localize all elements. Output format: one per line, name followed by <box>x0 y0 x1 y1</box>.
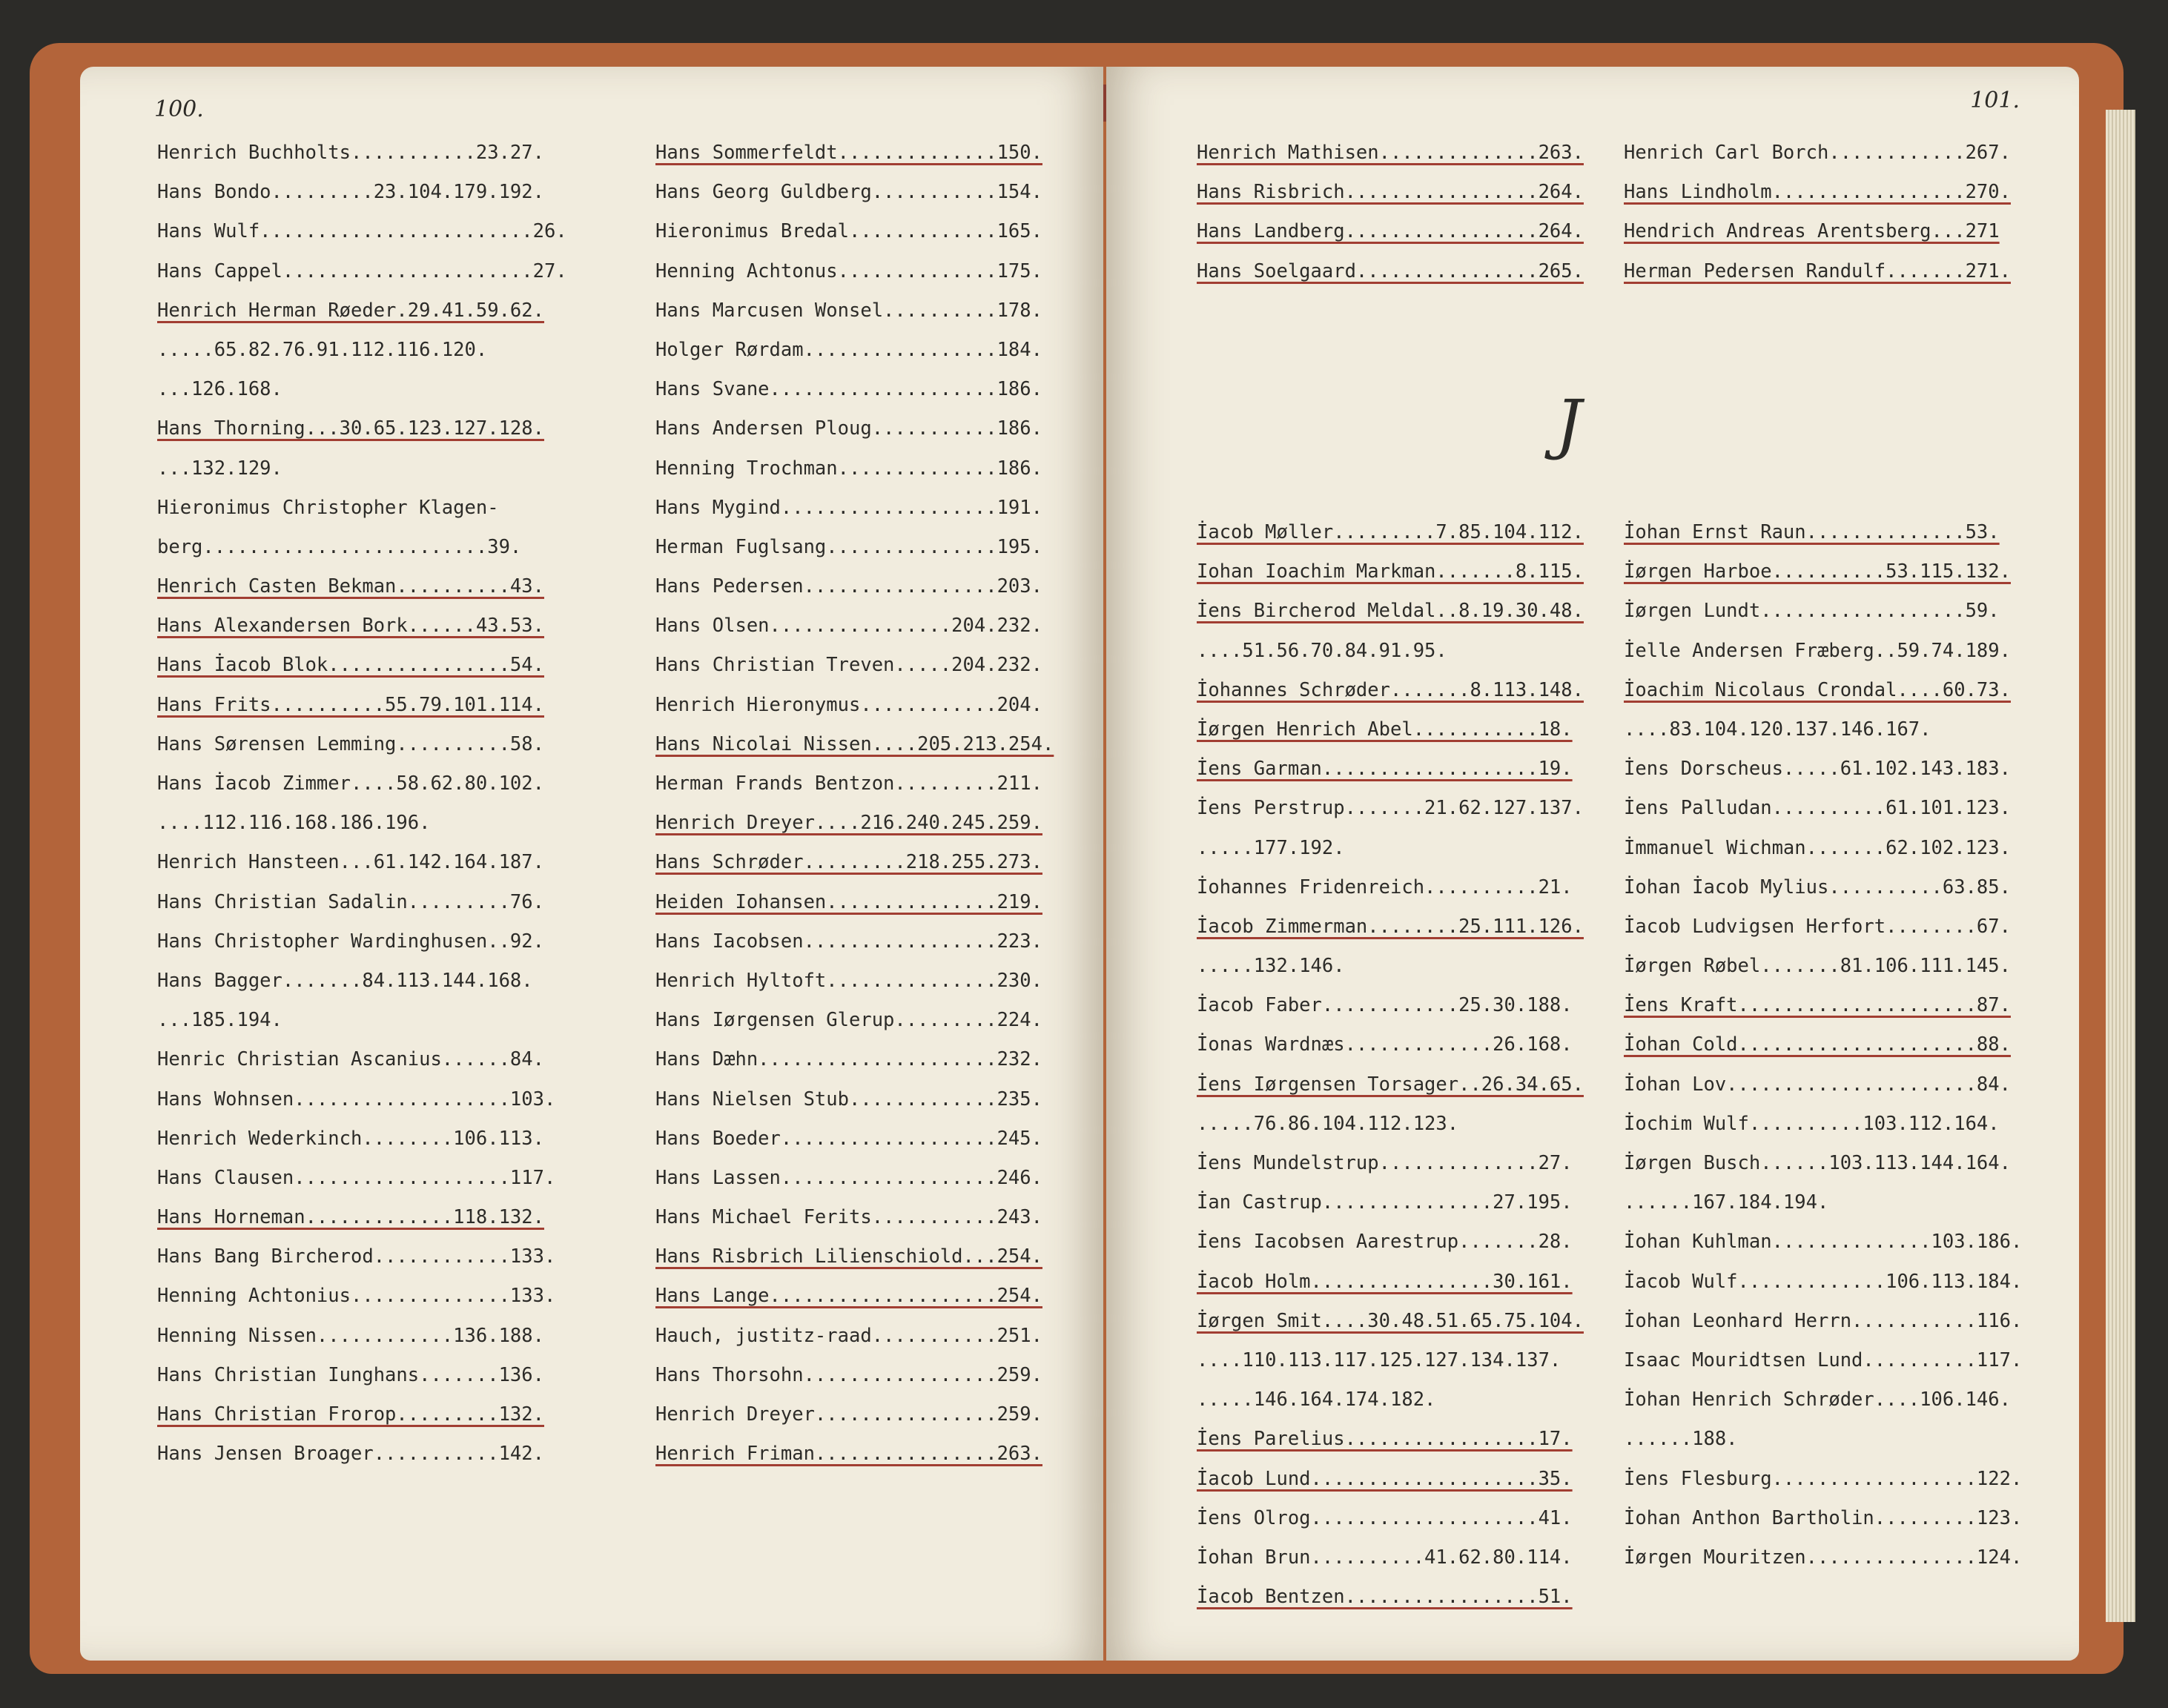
index-entry: Hans Sommerfeldt..............150. <box>655 142 1042 164</box>
index-entry: Hans Nicolai Nissen....205.213.254. <box>655 732 1054 755</box>
index-entry: Henning Trochman..............186. <box>655 457 1042 480</box>
index-entry: İohan Anthon Bartholin.........123. <box>1624 1506 2023 1529</box>
index-entry: Hans Wohnsen...................103. <box>157 1088 556 1110</box>
index-entry: ...185.194. <box>157 1009 282 1032</box>
index-entry: İochim Wulf..........103.112.164. <box>1624 1112 2000 1135</box>
index-entry: Henrich Dreyer................259. <box>655 1403 1042 1426</box>
index-entry: Holger Rørdam.................184. <box>655 338 1042 361</box>
index-entry: Hans Thorsohn.................259. <box>655 1363 1042 1386</box>
index-entry: İohannes Schrøder.......8.113.148. <box>1197 678 1584 701</box>
index-entry: Hans Thorning...30.65.123.127.128. <box>157 417 544 440</box>
index-entry: .....146.164.174.182. <box>1197 1388 1436 1411</box>
index-column-3-top <box>1197 133 1612 291</box>
index-entry: Hans Clausen...................117. <box>157 1166 556 1189</box>
index-entry: İens Mundelstrup..............27. <box>1197 1152 1573 1174</box>
index-entry: Hans Dæhn.....................232. <box>655 1048 1042 1071</box>
index-entry: İohannes Fridenreich..........21. <box>1197 875 1573 898</box>
index-entry: Hans Michael Ferits...........243. <box>655 1206 1042 1229</box>
index-entry: berg.........................39. <box>157 535 522 558</box>
index-entry: ...132.129. <box>157 457 282 480</box>
index-entry: İørgen Harboe..........53.115.132. <box>1624 560 2011 583</box>
index-entry: ....112.116.168.186.196. <box>157 812 431 835</box>
index-entry: Hans İacob Zimmer....58.62.80.102. <box>157 772 544 795</box>
index-entry: İonas Wardnæs.............26.168. <box>1197 1033 1573 1056</box>
index-entry: Henrich Buchholts...........23.27. <box>157 142 544 164</box>
index-column-4 <box>1624 513 2054 1578</box>
index-entry: İørgen Røbel.......81.106.111.145. <box>1624 955 2011 978</box>
index-entry: ....110.113.117.125.127.134.137. <box>1197 1348 1561 1371</box>
index-entry: İohan İacob Mylius..........63.85. <box>1624 875 2011 898</box>
index-entry: İens Olrog....................41. <box>1197 1506 1573 1529</box>
index-entry: .....177.192. <box>1197 836 1345 859</box>
index-entry: Hans Christopher Wardinghusen..92. <box>157 930 544 953</box>
index-entry: Henning Nissen............136.188. <box>157 1324 544 1347</box>
index-entry: İoachim Nicolaus Crondal....60.73. <box>1624 678 2011 701</box>
index-entry: Hans Lassen...................246. <box>655 1166 1042 1189</box>
index-entry: İens Perstrup.......21.62.127.137. <box>1197 797 1584 820</box>
index-entry: İacob Ludvigsen Herfort........67. <box>1624 915 2011 938</box>
index-entry: Hans Lange....................254. <box>655 1285 1042 1308</box>
index-entry: Henning Achtonus..............175. <box>655 259 1042 282</box>
index-entry: İørgen Lundt..................59. <box>1624 600 2000 623</box>
index-entry: İens Garman...................19. <box>1197 758 1573 781</box>
index-entry: Henrich Casten Bekman..........43. <box>157 575 544 598</box>
index-entry: İacob Lund....................35. <box>1197 1467 1573 1490</box>
index-entry: .....76.86.104.112.123. <box>1197 1112 1459 1135</box>
index-entry: İens Flesburg..................122. <box>1624 1467 2023 1490</box>
index-entry: Henrich Mathisen..............263. <box>1197 142 1584 164</box>
index-entry: İacob Wulf.............106.113.184. <box>1624 1270 2023 1293</box>
index-entry: İørgen Henrich Abel...........18. <box>1197 718 1573 741</box>
index-entry: İmmanuel Wichman.......62.102.123. <box>1624 836 2011 859</box>
index-entry: Hans Pedersen.................203. <box>655 575 1042 598</box>
index-entry: Hans Frits..........55.79.101.114. <box>157 693 544 716</box>
index-entry: .....132.146. <box>1197 955 1345 978</box>
index-entry: Hans Wulf........................26. <box>157 220 567 243</box>
index-entry: Heiden Iohansen...............219. <box>655 890 1042 913</box>
index-entry: ....83.104.120.137.146.167. <box>1624 718 1931 741</box>
index-column-3 <box>1197 513 1612 1617</box>
index-entry: İohan Brun..........41.62.80.114. <box>1197 1546 1573 1569</box>
index-entry: İohan Ernst Raun..............53. <box>1624 521 2000 543</box>
index-entry: İens Dorscheus.....61.102.143.183. <box>1624 758 2011 781</box>
page-number-left: 100. <box>154 96 204 122</box>
index-entry: Hans Horneman.............118.132. <box>157 1206 544 1229</box>
index-entry: Henric Christian Ascanius......84. <box>157 1048 544 1071</box>
index-entry: İacob Faber............25.30.188. <box>1197 994 1573 1017</box>
index-entry: Hans Iacobsen.................223. <box>655 930 1042 953</box>
index-entry: Isaac Mouridtsen Lund..........117. <box>1624 1348 2023 1371</box>
index-entry: İacob Zimmerman........25.111.126. <box>1197 915 1584 938</box>
index-entry: Hans Svane....................186. <box>655 378 1042 401</box>
index-entry: İens Iacobsen Aarestrup.......28. <box>1197 1231 1573 1254</box>
index-entry: Henrich Herman Røeder.29.41.59.62. <box>157 299 544 322</box>
index-entry: Hans Jensen Broager...........142. <box>157 1443 544 1466</box>
index-entry: Herman Frands Bentzon.........211. <box>655 772 1042 795</box>
index-entry: İørgen Smit....30.48.51.65.75.104. <box>1197 1309 1584 1332</box>
index-entry: Hans Bang Bircherod............133. <box>157 1245 556 1268</box>
index-entry: Henrich Hieronymus............204. <box>655 693 1042 716</box>
index-entry: Hans Landberg.................264. <box>1197 220 1584 243</box>
index-entry: İens Parelius.................17. <box>1197 1428 1573 1451</box>
index-entry: ...126.168. <box>157 378 282 401</box>
index-entry: Hans Andersen Ploug...........186. <box>655 417 1042 440</box>
index-entry: Hans Lindholm.................270. <box>1624 181 2011 204</box>
page-edges-right <box>2106 110 2135 1622</box>
index-column-2 <box>655 133 1071 1474</box>
index-entry: Hans Schrøder.........218.255.273. <box>655 851 1042 874</box>
index-entry: Henrich Hansteen...61.142.164.187. <box>157 851 544 874</box>
index-entry: Hans Olsen................204.232. <box>655 615 1042 638</box>
index-entry: Hans Boeder...................245. <box>655 1127 1042 1150</box>
index-column-1 <box>157 133 639 1474</box>
index-entry: İohan Lov......................84. <box>1624 1073 2011 1096</box>
index-entry: Hans Nielsen Stub.............235. <box>655 1088 1042 1110</box>
page-number-right: 101. <box>1970 87 2020 113</box>
section-letter: J <box>1556 385 1582 462</box>
index-entry: Hans Christian Frorop.........132. <box>157 1403 544 1426</box>
index-entry: Henrich Dreyer....216.240.245.259. <box>655 812 1042 835</box>
index-entry: Hans Alexandersen Bork......43.53. <box>157 615 544 638</box>
index-entry: İacob Bentzen.................51. <box>1197 1586 1573 1609</box>
index-entry: İohan Henrich Schrøder....106.146. <box>1624 1388 2011 1411</box>
index-entry: İacob Holm................30.161. <box>1197 1270 1573 1293</box>
index-entry: İørgen Busch......103.113.144.164. <box>1624 1152 2011 1174</box>
index-entry: İohan Kuhlman..............103.186. <box>1624 1231 2023 1254</box>
index-entry: Henrich Hyltoft...............230. <box>655 969 1042 992</box>
index-entry: Hans Marcusen Wonsel..........178. <box>655 299 1042 322</box>
index-entry: ....51.56.70.84.91.95. <box>1197 639 1447 662</box>
index-entry: Herman Pedersen Randulf.......271. <box>1624 259 2011 282</box>
index-entry: İens Palludan..........61.101.123. <box>1624 797 2011 820</box>
index-entry: İohan Leonhard Herrn...........116. <box>1624 1309 2023 1332</box>
index-entry: İelle Andersen Fræberg..59.74.189. <box>1624 639 2011 662</box>
index-entry: Hieronimus Christopher Klagen- <box>157 496 499 519</box>
index-entry: Hans Christian Iunghans.......136. <box>157 1363 544 1386</box>
index-entry: Henning Achtonius..............133. <box>157 1285 556 1308</box>
index-entry: Hans Bagger.......84.113.144.168. <box>157 969 533 992</box>
index-entry: Hans Bondo.........23.104.179.192. <box>157 181 544 204</box>
index-entry: Hans Georg Guldberg...........154. <box>655 181 1042 204</box>
index-entry: Hans Sørensen Lemming..........58. <box>157 732 544 755</box>
index-entry: Hans Cappel......................27. <box>157 259 567 282</box>
index-entry: Hans Soelgaard................265. <box>1197 259 1584 282</box>
index-entry: Iohan Ioachim Markman.......8.115. <box>1197 560 1584 583</box>
index-entry: Hieronimus Bredal.............165. <box>655 220 1042 243</box>
index-entry: Hans Mygind...................191. <box>655 496 1042 519</box>
index-entry: İens Bircherod Meldal..8.19.30.48. <box>1197 600 1584 623</box>
index-entry: Henrich Wederkinch........106.113. <box>157 1127 544 1150</box>
index-entry: .....65.82.76.91.112.116.120. <box>157 338 488 361</box>
index-entry: Henrich Carl Borch............267. <box>1624 142 2011 164</box>
index-entry: Hans Risbrich.................264. <box>1197 181 1584 204</box>
index-entry: Henrich Friman................263. <box>655 1443 1042 1466</box>
index-entry: Hendrich Andreas Arentsberg...271 <box>1624 220 2000 243</box>
index-entry: Herman Fuglsang...............195. <box>655 535 1042 558</box>
index-entry: Hans Iørgensen Glerup.........224. <box>655 1009 1042 1032</box>
index-entry: Hans İacob Blok................54. <box>157 654 544 677</box>
index-entry: İan Castrup...............27.195. <box>1197 1191 1573 1214</box>
index-entry: İens Iørgensen Torsager..26.34.65. <box>1197 1073 1584 1096</box>
index-entry: ......167.184.194. <box>1624 1191 1829 1214</box>
index-entry: İørgen Mouritzen...............124. <box>1624 1546 2023 1569</box>
index-entry: ......188. <box>1624 1428 1738 1451</box>
index-entry: İens Kraft.....................87. <box>1624 994 2011 1017</box>
index-entry: İacob Møller.........7.85.104.112. <box>1197 521 1584 543</box>
index-entry: Hauch, justitz-raad...........251. <box>655 1324 1042 1347</box>
index-entry: Hans Risbrich Lilienschiold...254. <box>655 1245 1042 1268</box>
index-column-4-top <box>1624 133 2054 291</box>
index-entry: İohan Cold.....................88. <box>1624 1033 2011 1056</box>
index-entry: Hans Christian Sadalin.........76. <box>157 890 544 913</box>
index-entry: Hans Christian Treven.....204.232. <box>655 654 1042 677</box>
